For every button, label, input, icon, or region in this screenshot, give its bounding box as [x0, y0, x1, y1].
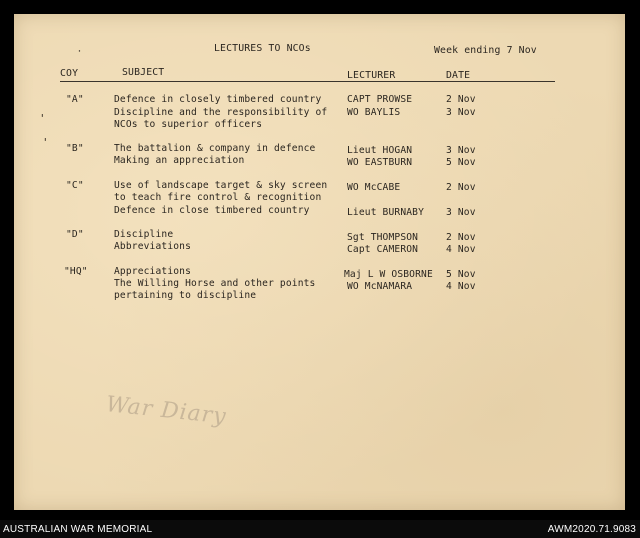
subject-cell: Defence in close timbered country [114, 205, 310, 216]
week-ending: Week ending 7 Nov [434, 45, 537, 56]
lecturer-cell: Maj L W OSBORNE [344, 269, 433, 280]
column-header-coy: COY [60, 68, 79, 79]
date-cell: 3 Nov [446, 145, 476, 156]
date-cell: 2 Nov [446, 94, 476, 105]
lecturer-cell: Sgt THOMPSON [347, 232, 419, 243]
coy-cell: "A" [66, 94, 84, 105]
subject-cell: pertaining to discipline [114, 290, 257, 301]
lecturer-cell: WO BAYLIS [347, 107, 401, 118]
punch-mark: ' [39, 112, 46, 125]
date-cell: 2 Nov [446, 232, 476, 243]
date-cell: 5 Nov [446, 269, 476, 280]
subject-cell: Making an appreciation [114, 155, 245, 166]
lecturer-cell: CAPT PROWSE [347, 94, 413, 105]
lecturer-cell: Lieut HOGAN [347, 145, 413, 156]
date-cell: 4 Nov [446, 244, 476, 255]
coy-cell: "B" [66, 143, 84, 154]
reference-caption: AWM2020.71.9083 [547, 524, 636, 535]
subject-cell: Discipline and the responsibility of [114, 107, 328, 118]
header-rule [60, 81, 555, 82]
lecturer-cell: Capt CAMERON [347, 244, 419, 255]
subject-cell: to teach fire control & recognition [114, 192, 322, 203]
column-header-lecturer: LECTURER [347, 70, 396, 81]
coy-cell: "HQ" [64, 266, 88, 277]
handwritten-note: War Diary [104, 392, 228, 430]
subject-cell: NCOs to superior officers [114, 119, 263, 130]
subject-cell: Defence in closely timbered country [114, 94, 322, 105]
lecturer-cell: Lieut BURNABY [347, 207, 425, 218]
lecturer-cell: WO McCABE [347, 182, 401, 193]
subject-cell: Appreciations [114, 266, 192, 277]
subject-cell: Use of landscape target & sky screen [114, 180, 328, 191]
subject-cell: Abbreviations [114, 241, 192, 252]
punch-mark: ' [42, 136, 49, 149]
date-cell: 4 Nov [446, 281, 476, 292]
date-cell: 3 Nov [446, 207, 476, 218]
column-header-subject: SUBJECT [122, 67, 165, 78]
coy-cell: "D" [66, 229, 84, 240]
document-page [14, 14, 625, 510]
date-cell: 5 Nov [446, 157, 476, 168]
date-cell: 2 Nov [446, 182, 476, 193]
lecturer-cell: WO EASTBURN [347, 157, 413, 168]
subject-cell: The Willing Horse and other points [114, 278, 316, 289]
document-title: LECTURES TO NCOs [214, 43, 311, 54]
subject-cell: The battalion & company in defence [114, 143, 316, 154]
date-cell: 3 Nov [446, 107, 476, 118]
coy-cell: "C" [66, 180, 84, 191]
punch-mark: ⸱ [78, 45, 81, 58]
column-header-date: DATE [446, 70, 471, 81]
lecturer-cell: WO McNAMARA [347, 281, 413, 292]
subject-cell: Discipline [114, 229, 174, 240]
institution-caption: AUSTRALIAN WAR MEMORIAL [3, 524, 153, 535]
